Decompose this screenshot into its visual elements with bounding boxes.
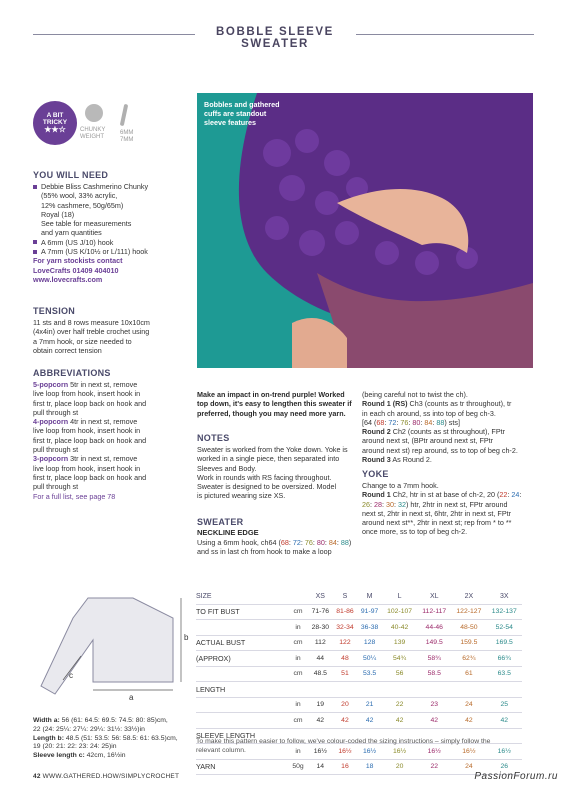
label-b: b <box>184 633 189 642</box>
size-value-cell <box>382 682 417 698</box>
size-value-cell <box>308 682 333 698</box>
size-value-cell <box>333 682 358 698</box>
size-value-cell: 32-34 <box>333 620 358 636</box>
size-value-cell: 42 <box>417 713 451 729</box>
size-value-cell: 122-127 <box>451 604 486 620</box>
size-value-cell <box>451 682 486 698</box>
size-value-cell: 169.5 <box>487 635 522 651</box>
size-value-cell <box>417 682 451 698</box>
row-unit: cm <box>288 666 308 682</box>
yoke-text: Change to a 7mm hook. Round 1 Ch2, htr in st at base of ch-2, 20 (22: 24: 26: 28: 30: 32) htr, 2htr in next st, FPtr around next st, 2htr in next st, 6htr, 2htr in next st, FPtr around next st**, 2htr in next st; rep from * to ** once more, ss to top of beg ch-2. <box>362 481 522 537</box>
size-value-cell: 22 <box>382 697 417 713</box>
row-unit: cm <box>288 713 308 729</box>
size-value-cell: 25 <box>487 697 522 713</box>
size-value-cell: 24 <box>451 759 486 775</box>
row-unit <box>288 682 308 698</box>
abbreviations-heading: ABBREVIATIONS <box>33 368 111 378</box>
header-rule-left <box>33 34 195 35</box>
page-title: BOBBLE SLEEVE SWEATER <box>216 26 334 50</box>
size-value-cell: 16½ <box>487 744 522 760</box>
full-list-link: For a full list, see page 78 <box>33 491 116 501</box>
neckline-text: Using a 6mm hook, ch64 (68: 72: 76: 80: 84: 88) and ss in last ch from hook to make a loop <box>197 538 352 557</box>
size-value-cell: 19 <box>308 697 333 713</box>
page-footer <box>33 773 179 780</box>
size-value-cell: 42 <box>333 713 358 729</box>
size-value-cell: 54¾ <box>382 651 417 667</box>
size-table-row <box>196 635 522 651</box>
size-value-cell: 112 <box>308 635 333 651</box>
size-value-cell: 149.5 <box>417 635 451 651</box>
label-a: a <box>129 693 134 702</box>
size-table-header <box>196 589 522 604</box>
size-value-cell: 48.5 <box>308 666 333 682</box>
size-value-cell: 16½ <box>382 744 417 760</box>
size-value-cell: 44-46 <box>417 620 451 636</box>
row-unit: in <box>288 651 308 667</box>
size-value-cell: 66¾ <box>487 651 522 667</box>
size-value-cell: 14 <box>308 759 333 775</box>
size-value-cell: 61 <box>451 666 486 682</box>
size-header-cell: SIZE <box>196 589 288 604</box>
size-value-cell: 132-137 <box>487 604 522 620</box>
tension-heading: TENSION <box>33 306 76 316</box>
row-label: LENGTH <box>196 682 288 698</box>
size-value-cell: 16 <box>333 759 358 775</box>
yarn-ball-icon <box>85 104 103 122</box>
row-label <box>196 666 288 682</box>
row-unit: cm <box>288 604 308 620</box>
size-value-cell: 48 <box>333 651 358 667</box>
you-will-need-list: Debbie Bliss Cashmerino Chunky (55% wool, 33% acrylic, 12% cashmere, 50g/65m) Royal (18) See table for measurements and yarn quantities A 6mm (US J/10) hook A 7mm (US K/10½ or L/111) hook For yarn stockists contact LoveCrafts 01409 404010 www.lovecrafts.com <box>33 182 178 284</box>
row-unit: in <box>288 697 308 713</box>
size-header-cell: M <box>357 589 382 604</box>
row-unit: in <box>288 744 308 760</box>
size-value-cell: 42 <box>382 713 417 729</box>
size-value-cell: 28-30 <box>308 620 333 636</box>
size-value-cell: 16½ <box>417 744 451 760</box>
size-value-cell: 20 <box>382 759 417 775</box>
table-note: To make this pattern easier to follow, we've colour-coded the sizing instructions – simply follow the relevant column. <box>196 738 491 754</box>
sweater-photo <box>197 93 533 368</box>
row-label: YARN <box>196 759 288 775</box>
size-header-cell: 2X <box>451 589 486 604</box>
size-value-cell: 16½ <box>451 744 486 760</box>
size-header-cell: 3X <box>487 589 522 604</box>
size-value-cell: 21 <box>357 697 382 713</box>
crochet-hook-icon <box>120 104 128 126</box>
photo-caption: Bobbles and gathered cuffs are standout sleeve features <box>204 100 280 127</box>
header-rule-right <box>356 34 534 35</box>
size-value-cell: 22 <box>417 759 451 775</box>
skill-line2: TRICKY <box>42 119 68 126</box>
size-table-row <box>196 759 522 775</box>
yarn-weight-label: CHUNKY WEIGHT <box>80 127 106 140</box>
size-value-cell: 62¾ <box>451 651 486 667</box>
size-value-cell <box>487 682 522 698</box>
you-will-need-heading: YOU WILL NEED <box>33 170 109 180</box>
size-value-cell: 128 <box>357 635 382 651</box>
size-value-cell: 53.5 <box>357 666 382 682</box>
size-value-cell: 42 <box>451 713 486 729</box>
size-value-cell: 58¾ <box>417 651 451 667</box>
size-value-cell <box>357 682 382 698</box>
sweater-heading: SWEATER <box>197 517 244 527</box>
size-value-cell: 16½ <box>333 744 358 760</box>
yoke-heading: YOKE <box>362 469 389 479</box>
size-table-row <box>196 651 522 667</box>
size-table-row <box>196 682 522 698</box>
size-value-cell: 122 <box>333 635 358 651</box>
watermark: PassionForum.ru <box>474 771 558 782</box>
size-table-row <box>196 666 522 682</box>
neckline-heading: NECKLINE EDGE <box>197 528 259 537</box>
size-value-cell: 42 <box>487 713 522 729</box>
skill-stars: ★★☆ <box>44 125 66 134</box>
size-value-cell: 91-97 <box>357 604 382 620</box>
row-label <box>196 620 288 636</box>
size-value-cell: 26 <box>487 759 522 775</box>
size-value-cell: 58.5 <box>417 666 451 682</box>
size-header-cell <box>288 589 308 604</box>
size-value-cell: 16½ <box>308 744 333 760</box>
row-label: ACTUAL BUST <box>196 635 288 651</box>
size-table-row <box>196 620 522 636</box>
size-value-cell: 51 <box>333 666 358 682</box>
row-label <box>196 697 288 713</box>
abbreviations-list: 5-popcorn 5tr in next st, remove live loop from hook, insert hook in first tr, place loop back on hook and pull through st 4-popcorn 4tr in next st, remove live loop from hook, insert hook in first tr, place loop back on hook and pull through st 3-popcorn 3tr in next st, remove live loop from hook, insert hook in first tr, place loop back on hook and pull through st For a full list, see page 78 <box>33 380 178 501</box>
row-label: TO FIT BUST <box>196 604 288 620</box>
size-value-cell: 56 <box>382 666 417 682</box>
size-value-cell: 42 <box>308 713 333 729</box>
row-label <box>196 713 288 729</box>
size-value-cell: 50¼ <box>357 651 382 667</box>
size-value-cell: 16½ <box>357 744 382 760</box>
size-header-cell: XS <box>308 589 333 604</box>
size-table-row <box>196 713 522 729</box>
row-label: (APPROX) <box>196 651 288 667</box>
row-unit: cm <box>288 635 308 651</box>
skill-level-badge <box>33 101 77 145</box>
size-table-row <box>196 697 522 713</box>
skill-line1: A BIT <box>46 112 64 119</box>
measurements: Width a: 56 (61: 64.5: 69.5: 74.5: 80: 85)cm, 22 (24: 25¼: 27¼: 29¼: 31½: 33½)in Length b: 48.5 (51: 53.5: 56: 58.5: 61: 63.5)cm, 19 (20: 21: 22: 23: 24: 25)in Sleeve length c: 42cm, 16½in <box>33 717 178 760</box>
size-value-cell: 102-107 <box>382 604 417 620</box>
intro-text: Make an impact in on-trend purple! Worked top down, it's easy to lengthen this sweater if preferred, though you may need more yarn. <box>197 390 352 418</box>
size-value-cell: 40-42 <box>382 620 417 636</box>
hook-size-label: 6MM 7MM <box>120 130 134 143</box>
footer-url: WWW.GATHERED.HOW/SIMPLYCROCHET <box>40 773 180 780</box>
size-table-row <box>196 604 522 620</box>
size-value-cell: 52-54 <box>487 620 522 636</box>
size-value-cell: 42 <box>357 713 382 729</box>
notes-text: Sweater is worked from the Yoke down. Yoke is worked in a single piece, then separated into Sleeves and Body. Work in rounds with RS facing throughout. Sweater is designed to be oversized. Model is pictured wearing size XS. <box>197 445 348 501</box>
label-c: c <box>69 671 73 680</box>
size-header-cell: L <box>382 589 417 604</box>
page-number: 42 <box>33 773 41 780</box>
size-value-cell: 112-117 <box>417 604 451 620</box>
size-value-cell: 18 <box>357 759 382 775</box>
size-value-cell: 159.5 <box>451 635 486 651</box>
row-unit: in <box>288 620 308 636</box>
size-value-cell: 81-86 <box>333 604 358 620</box>
row-unit: 50g <box>288 759 308 775</box>
size-value-cell: 20 <box>333 697 358 713</box>
size-header-cell: S <box>333 589 358 604</box>
size-value-cell: 36-38 <box>357 620 382 636</box>
size-value-cell: 24 <box>451 697 486 713</box>
size-value-cell: 48-50 <box>451 620 486 636</box>
sweater-schematic <box>33 590 193 710</box>
size-value-cell: 71-76 <box>308 604 333 620</box>
notes-heading: NOTES <box>197 433 230 443</box>
size-value-cell: 139 <box>382 635 417 651</box>
size-header-cell: XL <box>417 589 451 604</box>
sweater-illustration <box>197 93 533 368</box>
row-label: SLEEVE LENGTH <box>196 728 288 744</box>
size-value-cell: 23 <box>417 697 451 713</box>
round-instructions: (being careful not to twist the ch). Round 1 (RS) Ch3 (counts as tr throughout), tr in each ch around, ss into top of beg ch-3. [64 (68: 72: 76: 80: 84: 88) sts] Round 2 Ch2 (counts as st throughout), FPtr around next st, (BPtr around next st, FPtr around next st) rep around, ss to top of beg ch-2. Round 3 As Round 2. <box>362 390 518 465</box>
size-value-cell: 63.5 <box>487 666 522 682</box>
size-value-cell: 44 <box>308 651 333 667</box>
tension-text: 11 sts and 8 rows measure 10x10cm (4x4in) over half treble crochet using a 7mm hook, or size needed to obtain correct tension <box>33 318 150 355</box>
